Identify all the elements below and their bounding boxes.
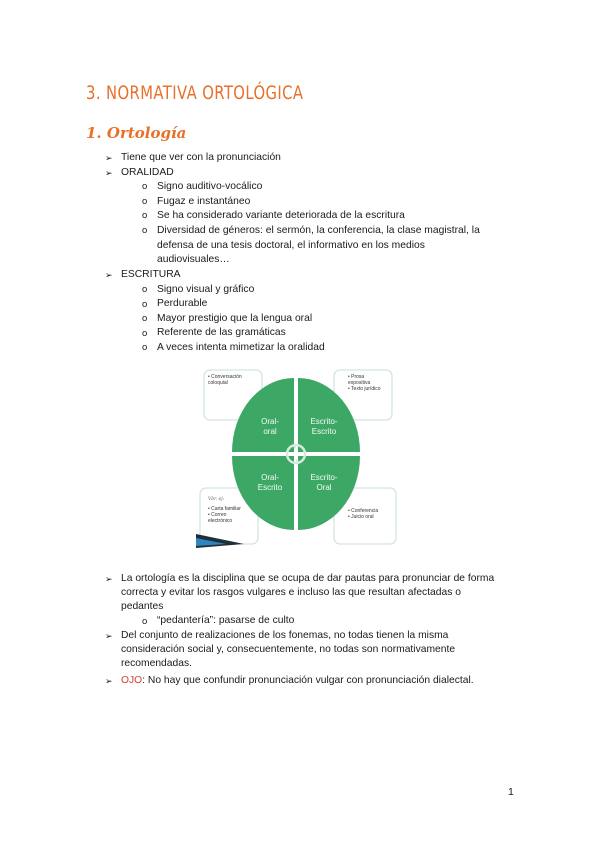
box-br-line: • Juicio oral bbox=[348, 514, 374, 520]
sub-list-item-continued: defensa de una tesis doctoral, el informativo en los medios bbox=[157, 240, 425, 251]
note-line bbox=[121, 674, 474, 689]
sub-bullet-icon: o bbox=[142, 299, 148, 310]
arrow-bullet-icon: ➢ bbox=[105, 153, 113, 163]
box-br-line: • Conferencia bbox=[348, 508, 379, 514]
box-tl-line: coloquial bbox=[208, 380, 228, 386]
paragraph-line: consideración social y, consecuentemente, no todas son normativamente bbox=[121, 644, 456, 655]
sub-list-item: Signo visual y gráfico bbox=[157, 284, 255, 295]
paragraph-line: Del conjunto de realizaciones de los fonemas, no todas tienen la misma bbox=[121, 630, 449, 641]
sub-bullet-icon: o bbox=[142, 181, 148, 192]
sub-bullet-icon: o bbox=[142, 616, 148, 627]
oral-written-diagram bbox=[196, 366, 400, 548]
list-item: Tiene que ver con la pronunciación bbox=[121, 152, 281, 163]
box-bl-handwriting: Vbr. ej: bbox=[208, 497, 225, 502]
sub-list-item: Signo auditivo-vocálico bbox=[157, 181, 263, 192]
box-bl-line: • Carta familiar bbox=[208, 506, 241, 512]
arrow-bullet-icon: ➢ bbox=[105, 270, 113, 280]
sub-bullet-icon: o bbox=[142, 328, 148, 339]
paragraph-line: recomendadas. bbox=[121, 658, 192, 669]
arrow-bullet-icon: ➢ bbox=[105, 574, 113, 584]
paragraph-line: pedantes bbox=[121, 601, 164, 612]
box-tr-line: • Prosa bbox=[348, 374, 365, 380]
sub-list-item-continued: audiovisuales… bbox=[157, 254, 230, 265]
sub-list-item: Diversidad de géneros: el sermón, la conferencia, la clase magistral, la bbox=[157, 225, 480, 236]
sub-bullet-icon: o bbox=[142, 313, 148, 324]
ojo-label: OJO bbox=[121, 675, 143, 686]
sub-bullet-icon: o bbox=[142, 210, 148, 221]
sub-list-item: Mayor prestigio que la lengua oral bbox=[157, 313, 313, 324]
arrow-bullet-icon: ➢ bbox=[105, 631, 113, 641]
arrow-bullet-icon: ➢ bbox=[105, 168, 113, 178]
sub-list-item: “pedantería”: pasarse de culto bbox=[157, 615, 295, 626]
list-item: ORALIDAD bbox=[121, 167, 174, 178]
list-item: ESCRITURA bbox=[121, 269, 181, 280]
sub-list-item: Fugaz e instantáneo bbox=[157, 196, 251, 207]
paragraph-line: correcta y evitar los rasgos vulgares e incluso las que resultan afectadas o bbox=[121, 587, 461, 598]
label-oral-oral: Oral- bbox=[261, 417, 279, 426]
box-tr-line: expositiva bbox=[348, 380, 371, 386]
circle-quadrants bbox=[232, 378, 360, 530]
label-escrito-escrito: Escrito bbox=[311, 427, 337, 436]
box-bl-line: electrónico bbox=[208, 518, 233, 524]
box-tl-line: • Conversación bbox=[208, 374, 242, 380]
sub-bullet-icon: o bbox=[142, 342, 148, 353]
arrow-bullet-icon: ➢ bbox=[105, 676, 113, 686]
sub-bullet-icon: o bbox=[142, 196, 148, 207]
section-heading: 3. NORMATIVA ORTOLÓGICA bbox=[86, 82, 304, 104]
sub-list-item: Referente de las gramáticas bbox=[157, 327, 286, 338]
label-oral-oral: oral bbox=[263, 427, 277, 436]
label-escrito-escrito: Escrito- bbox=[310, 417, 338, 426]
sub-list-item: Perdurable bbox=[157, 298, 208, 309]
label-oral-escrito: Escrito bbox=[257, 483, 283, 492]
sub-bullet-icon: o bbox=[142, 284, 148, 295]
ojo-text: : No hay que confundir pronunciación vulgar con pronunciación dialectal. bbox=[142, 675, 474, 686]
paragraph-line: La ortología es la disciplina que se ocupa de dar pautas para pronunciar de forma bbox=[121, 573, 495, 584]
subsection-heading: 1. Ortología bbox=[86, 124, 187, 142]
label-escrito-oral: Oral bbox=[316, 483, 332, 492]
sub-list-item: A veces intenta mimetizar la oralidad bbox=[157, 342, 325, 353]
sub-list-item: Se ha considerado variante deteriorada de la escritura bbox=[157, 210, 405, 221]
page-number: 1 bbox=[508, 786, 514, 798]
box-tr-line: • Texto jurídico bbox=[348, 386, 381, 392]
sub-bullet-icon: o bbox=[142, 225, 148, 236]
label-oral-escrito: Oral- bbox=[261, 473, 279, 482]
box-bl-line: • Correo bbox=[208, 512, 227, 518]
label-escrito-oral: Escrito- bbox=[310, 473, 338, 482]
